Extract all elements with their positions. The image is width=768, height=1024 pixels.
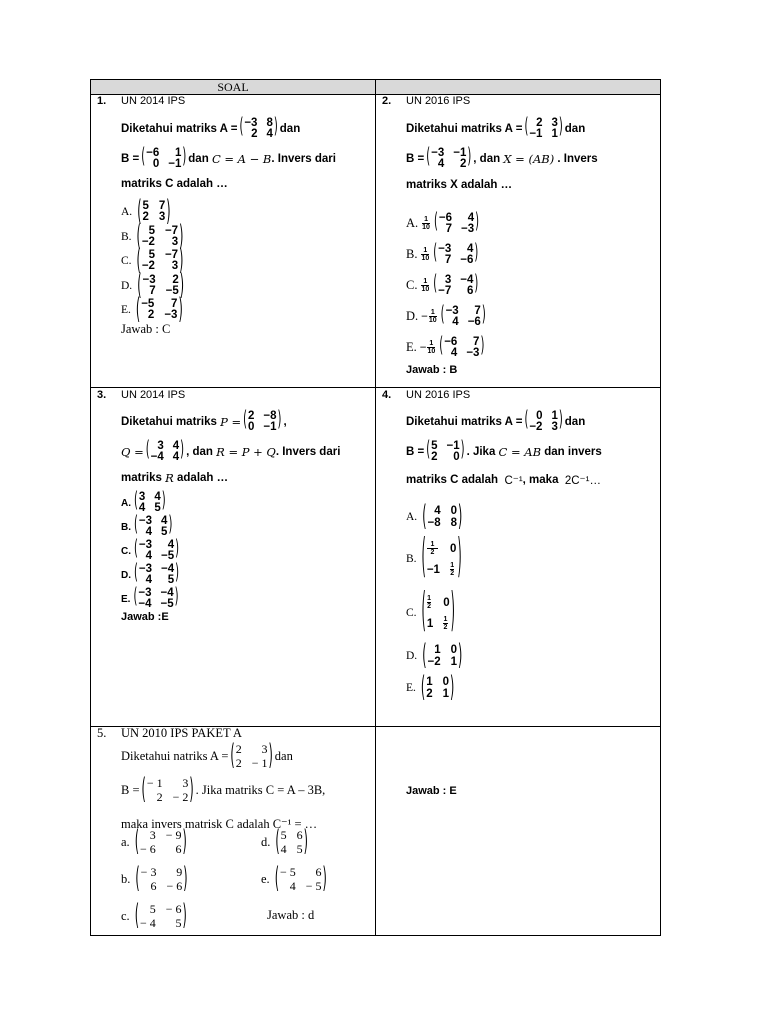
option-matrix: ( −3 −4 4 5 ) — [134, 562, 180, 586]
text: dan — [564, 416, 586, 428]
question-2 — [376, 80, 662, 387]
option-e[interactable] — [406, 669, 464, 704]
text: . Invers — [557, 153, 598, 165]
matrix-B: ( −6 1 0 −1 ) — [141, 146, 187, 170]
formula: R = P + Q — [216, 445, 276, 459]
question-source: UN 2016 IPS — [406, 95, 471, 107]
text: , dan — [473, 153, 501, 165]
question-line-3: maka invers matrisk C adalah C⁻¹ = … — [121, 817, 318, 831]
option-label: a. — [121, 834, 130, 849]
text: dan — [188, 153, 209, 165]
answer: Jawab : C — [121, 322, 171, 336]
option-matrix: ( 5 6 4 5 ) — [275, 823, 308, 858]
option-label: A. — [406, 511, 418, 523]
text: B = — [121, 153, 140, 165]
option-matrix: ( −5 7 2 −3 ) — [135, 292, 183, 326]
question-source: UN 2016 IPS — [406, 389, 471, 401]
option-matrix: ( 1 0 −2 1 ) — [422, 637, 463, 672]
option-label: B. — [121, 521, 131, 533]
option-a[interactable] — [406, 208, 488, 239]
option-c[interactable] — [406, 583, 464, 639]
option-matrix: ( 5 −7 −2 3 ) — [136, 243, 184, 277]
option-matrix: ( −6 7 4 −3 ) — [439, 334, 485, 359]
matrix-A: ( 0 1 −2 3 ) — [524, 409, 563, 433]
options-list — [406, 208, 488, 363]
formula: C = A − B — [211, 152, 272, 166]
option-d[interactable] — [406, 301, 488, 332]
option-label: D. — [406, 309, 419, 323]
option-label: c. — [121, 908, 130, 923]
formula: X = (AB) — [503, 152, 555, 166]
text: . Invers dari — [271, 153, 336, 165]
option-d[interactable] — [121, 563, 181, 587]
question-line-1 — [406, 411, 585, 433]
option-label: B. — [406, 553, 417, 565]
question-1 — [91, 80, 375, 387]
option-matrix: ( − 3 9 6 − 6 ) — [135, 860, 188, 895]
options-list — [121, 194, 186, 326]
question-line-2 — [121, 771, 326, 806]
option-d[interactable] — [261, 823, 310, 858]
option-a[interactable] — [121, 491, 181, 515]
option-label: B. — [406, 247, 418, 261]
option-label: C. — [121, 545, 131, 557]
text: . Jika matriks C = A – 3B, — [195, 782, 326, 797]
text: , dan — [186, 446, 213, 458]
option-matrix: ( 4 0 −8 8 ) — [422, 498, 463, 533]
option-a[interactable] — [121, 194, 186, 228]
option-label: A. — [121, 206, 133, 219]
option-matrix: ( $\frac{1}{2}$ 0 −1 $\frac{1}{2}$ ) — [421, 529, 462, 585]
text: B = — [121, 782, 140, 797]
matrix-B: ( − 1 3 2 − 2 ) — [141, 771, 194, 806]
option-matrix: ( 3 4 4 5 ) — [134, 490, 166, 514]
option-matrix: ( 5 7 2 3 ) — [137, 194, 171, 228]
option-fraction: $\frac{1}{10}$ — [421, 278, 430, 293]
text: , maka — [522, 474, 559, 486]
option-matrix: ( −3 −4 −4 −5 ) — [133, 586, 179, 610]
option-sign: − — [419, 341, 427, 354]
option-matrix: ( 1 0 2 1 ) — [420, 669, 455, 704]
option-matrix: ( −6 4 7 −3 ) — [433, 210, 480, 235]
text: . Jika — [466, 446, 496, 458]
question-number: 4. — [382, 389, 392, 401]
question-source: UN 2010 IPS PAKET A — [121, 726, 242, 740]
option-label: A. — [121, 497, 131, 509]
text: dan — [279, 123, 301, 135]
question-line-1 — [121, 411, 287, 433]
option-c[interactable] — [121, 243, 186, 277]
formula: 2C⁻¹… — [564, 475, 601, 487]
option-matrix: ( −3 4 4 5 ) — [134, 514, 173, 538]
option-sign: − — [421, 310, 428, 323]
option-b[interactable] — [121, 515, 181, 539]
option-label: C. — [121, 255, 132, 268]
text: dan invers — [544, 446, 602, 458]
option-a[interactable] — [406, 498, 464, 533]
option-label: e. — [261, 871, 270, 886]
question-number: 5. — [97, 726, 107, 740]
option-c[interactable] — [121, 897, 189, 932]
formula: R — [165, 471, 174, 485]
option-matrix: ( −3 4 7 −6 ) — [433, 241, 479, 266]
option-matrix: ( 3 − 9 − 6 6 ) — [134, 823, 187, 858]
option-fraction: $\frac{1}{10}$ — [428, 309, 437, 324]
question-line-2 — [121, 441, 340, 463]
question-line-2 — [121, 148, 336, 170]
option-matrix: ( −3 2 7 −5 ) — [137, 267, 185, 302]
option-fraction: $\frac{1}{10}$ — [421, 247, 430, 262]
question-number: 1. — [97, 95, 107, 107]
formula: C = AB — [498, 445, 542, 459]
text: , — [283, 416, 287, 428]
matrix-A: ( 2 3 2 − 1 ) — [230, 737, 273, 772]
question-source: UN 2014 IPS — [121, 95, 186, 107]
question-5 — [91, 726, 375, 936]
option-matrix: ( −3 4 4 −5 ) — [134, 538, 180, 562]
question-line-2 — [406, 441, 602, 463]
option-e[interactable] — [406, 332, 488, 363]
option-a[interactable] — [121, 823, 189, 858]
option-matrix: ( $\frac{1}{2}$ 0 1 $\frac{1}{2}$ ) — [421, 583, 455, 639]
text: dan — [274, 748, 293, 763]
matrix-A: ( −3 8 2 4 ) — [239, 116, 278, 140]
answer: Jawab : E — [406, 785, 457, 797]
option-label: d. — [261, 834, 271, 849]
matrix-P: ( 2 −8 0 −1 ) — [243, 409, 282, 433]
question-number: 3. — [97, 389, 107, 401]
header-soal: SOAL — [91, 80, 376, 94]
answer: Jawab :E — [121, 611, 169, 623]
text: adalah … — [177, 472, 229, 484]
option-matrix: ( 3 −4 −7 6 ) — [433, 272, 479, 297]
option-label: B. — [121, 230, 132, 243]
option-d[interactable] — [121, 267, 186, 302]
option-label: E. — [406, 340, 417, 354]
matrix-A: ( 2 3 −1 1 ) — [524, 116, 563, 140]
option-c[interactable] — [121, 539, 181, 563]
matrix-Q: ( 3 4 −4 4 ) — [145, 439, 185, 463]
question-line-1 — [121, 118, 300, 140]
option-matrix: ( −3 7 4 −6 ) — [440, 303, 486, 328]
question-number: 2. — [382, 95, 392, 107]
question-line-3: matriks C adalah … — [121, 178, 228, 190]
question-line-1 — [406, 118, 585, 140]
question-source: UN 2014 IPS — [121, 389, 186, 401]
option-label: D. — [121, 569, 131, 581]
question-table — [90, 79, 661, 936]
option-matrix: ( 5 − 6 − 4 5 ) — [134, 897, 187, 932]
option-label: E. — [406, 682, 416, 694]
option-matrix: ( − 5 6 4 − 5 ) — [274, 860, 327, 895]
formula: P = — [220, 415, 242, 429]
question-4 — [376, 387, 662, 797]
options-list — [406, 498, 464, 704]
option-fraction: $\frac{1}{10}$ — [422, 216, 430, 231]
text: Diketahui matriks A = — [406, 416, 523, 428]
options-list — [121, 491, 181, 611]
text: matriks C adalah — [406, 474, 499, 486]
question-3 — [91, 387, 375, 726]
option-label: D. — [406, 650, 418, 662]
question-line-1 — [121, 737, 293, 772]
matrix-B: ( −3 −1 4 2 ) — [426, 146, 472, 170]
formula: C⁻¹ — [504, 475, 523, 487]
option-d[interactable] — [406, 637, 464, 672]
option-label: D. — [121, 279, 133, 292]
option-b[interactable] — [121, 218, 186, 253]
text: Diketahui matriks — [121, 416, 217, 428]
text: matriks — [121, 472, 162, 484]
option-e[interactable] — [261, 860, 329, 895]
text: B = — [406, 153, 425, 165]
formula: Q = — [121, 445, 144, 459]
matrix-B: ( 5 −1 2 0 ) — [426, 439, 465, 463]
option-label: A. — [406, 216, 419, 230]
option-matrix: ( 5 −7 −2 3 ) — [136, 218, 184, 253]
text: dan — [564, 123, 586, 135]
text: Diketahui matriks A = — [121, 123, 238, 135]
option-c[interactable] — [406, 270, 488, 301]
option-label: E. — [121, 593, 131, 605]
answer: Jawab : d — [267, 908, 315, 922]
option-label: C. — [406, 278, 418, 292]
question-line-3: matriks X adalah … — [406, 179, 513, 191]
text: Diketahui matriks A = — [406, 123, 523, 135]
option-b[interactable] — [406, 529, 464, 585]
option-label: b. — [121, 871, 131, 886]
question-line-2 — [406, 148, 598, 170]
option-label: C. — [406, 607, 417, 619]
option-b[interactable] — [406, 239, 488, 270]
option-e[interactable] — [121, 292, 186, 326]
option-fraction: $\frac{1}{10}$ — [427, 340, 436, 355]
text: Diketahui natriks A = — [121, 748, 229, 763]
answer: Jawab : B — [406, 364, 458, 376]
option-label: E. — [121, 304, 131, 317]
text: . Invers dari — [275, 446, 341, 458]
text: B = — [406, 446, 425, 458]
question-line-3 — [406, 473, 601, 487]
option-b[interactable] — [121, 860, 190, 895]
option-e[interactable] — [121, 587, 181, 611]
question-line-3 — [121, 471, 228, 485]
